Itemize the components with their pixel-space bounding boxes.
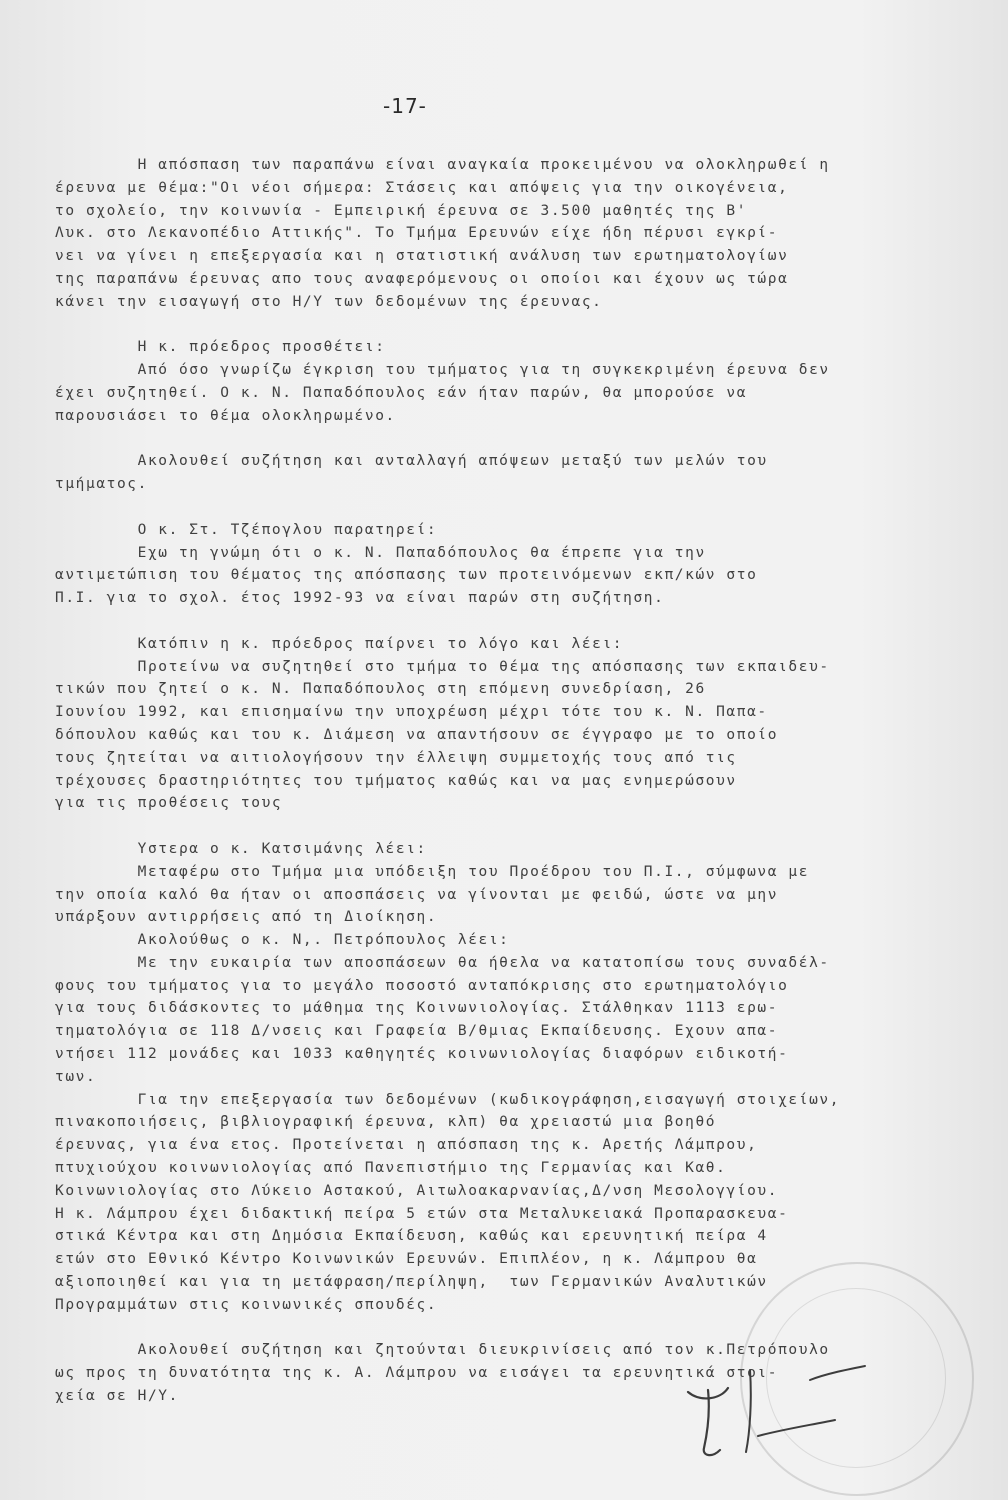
text-line: για τις προθέσεις τους xyxy=(55,795,283,812)
text-line: Προγραμμάτων στις κοινωνικές σπουδές. xyxy=(55,1296,438,1313)
text-line: Υστερα ο κ. Κατσιμάνης λέει: xyxy=(55,840,427,857)
text-line: Εχω τη γνώμη ότι ο κ. Ν. Παπαδόπουλος θα έπρεπε για την xyxy=(55,544,706,561)
text-line: τικών που ζητεί ο κ. Ν. Παπαδόπουλος στη επόμενη συνεδρίαση, 26 xyxy=(55,681,706,698)
text-line: Η κ. Λάμπρου έχει διδακτική πείρα 5 ετών στα Μεταλυκειακά Προπαρασκευα- xyxy=(55,1205,789,1222)
paragraph-gap xyxy=(55,610,1000,633)
text-line: έρευνας, για ένα ετος. Προτείνεται η απόσπαση της κ. Αρετής Λάμπρου, xyxy=(55,1137,758,1154)
text-line: για τους διδάσκοντες το μάθημα της Κοινωνιολογίας. Στάλθηκαν 1113 ερω- xyxy=(55,1000,779,1017)
text-line: Ακολουθεί συζήτηση και ανταλλαγή απόψεων μεταξύ των μελών του xyxy=(55,453,768,470)
text-line: κάνει την εισαγωγή στο Η/Υ των δεδομένων της έρευνας. xyxy=(55,293,603,310)
text-line: Π.Ι. για το σχολ. έτος 1992-93 να είναι παρών στη συζήτηση. xyxy=(55,590,665,607)
document-body xyxy=(55,154,1000,1408)
text-line: νει να γίνει η επεξεργασία και η στατιστική ανάλυση των ερωτηματολογίων xyxy=(55,248,789,265)
text-line: δόπουλου καθώς και του κ. Διάμεση να απαντήσουν σε έγγραφο με το οποίο xyxy=(55,726,779,743)
handwritten-signature xyxy=(660,1340,880,1470)
text-line: τρέχουσες δραστηριότητες του τμήματος καθώς και να μας ενημερώσουν xyxy=(55,772,737,789)
text-line: Λυκ. στο Λεκανοπέδιο Αττικής". Το Τμήμα Ερευνών είχε ήδη πέρυσι εγκρί- xyxy=(55,225,779,242)
text-line: αξιοποιηθεί και για τη μετάφραση/περίληψη, των Γερμανικών Αναλυτικών xyxy=(55,1274,768,1291)
text-line: τους ζητείται να αιτιολογήσουν την έλλειψη συμμετοχής τους από τις xyxy=(55,749,737,766)
text-line: ετών στο Εθνικό Κέντρο Κοινωνικών Ερευνών. Επιπλέον, η κ. Λάμπρου θα xyxy=(55,1251,758,1268)
text-line: Με την ευκαιρία των αποσπάσεων θα ήθελα να κατατοπίσω τους συναδέλ- xyxy=(55,954,830,971)
text-line: των. xyxy=(55,1068,97,1085)
text-line: της παραπάνω έρευνας απο τους αναφερόμενους οι οποίοι και έχουν ως τώρα xyxy=(55,270,789,287)
paragraph-gap xyxy=(55,314,1000,337)
text-line: το σχολείο, την κοινωνία - Εμπειρική έρευνα σε 3.500 μαθητές της Β' xyxy=(55,202,748,219)
text-line: πτυχιούχου κοινωνιολογίας από Πανεπιστήμιο της Γερμανίας και Καθ. xyxy=(55,1160,727,1177)
text-line: Κατόπιν η κ. πρόεδρος παίρνει το λόγο και λέει: xyxy=(55,635,624,652)
text-line: ως προς τη δυνατότητα της κ. Α. Λάμπρου να εισάγει τα ερευνητικά στοι- xyxy=(55,1365,779,1382)
text-line: πινακοποιήσεις, βιβλιογραφική έρευνα, κλπ) θα χρειαστώ μια βοηθό xyxy=(55,1114,717,1131)
text-line: Κοινωνιολογίας στο Λύκειο Αστακού, Αιτωλοακαρνανίας,Δ/νση Μεσολογγίου. xyxy=(55,1182,779,1199)
text-line: φους του τμήματος για το μεγάλο ποσοστό ανταπόκρισης στο ερωτηματολόγιο xyxy=(55,977,789,994)
paragraph-gap xyxy=(55,428,1000,451)
text-line: Ιουνίου 1992, και επισημαίνω την υποχρέωση μέχρι τότε του κ. Ν. Παπα- xyxy=(55,704,768,721)
text-line: έρευνα με θέμα:"Οι νέοι σήμερα: Στάσεις και απόψεις για την οικογένεια, xyxy=(55,179,789,196)
text-line: ντήσει 112 μονάδες και 1033 καθηγητές κοινωνιολογίας διαφόρων ειδικοτή- xyxy=(55,1046,789,1063)
paragraph-gap xyxy=(55,496,1000,519)
text-line: Για την επεξεργασία των δεδομένων (κωδικογράφηση,εισαγωγή στοιχείων, xyxy=(55,1091,841,1108)
text-line: την οποία καλό θα ήταν οι αποσπάσεις να γίνονται με φειδώ, ώστε να μην xyxy=(55,886,779,903)
text-line: Ακολούθως ο κ. Ν,. Πετρόπουλος λέει: xyxy=(55,932,510,949)
text-line: Μεταφέρω στο Τμήμα μια υπόδειξη του Προέδρου του Π.Ι., σύμφωνα με xyxy=(55,863,810,880)
text-line: τμήματος. xyxy=(55,476,148,493)
text-line: τηματολόγια σε 118 Δ/νσεις και Γραφεία Β/θμιας Εκπαίδευσης. Εχουν απα- xyxy=(55,1023,779,1040)
text-line: Ο κ. Στ. Τζέπογλου παρατηρεί: xyxy=(55,521,438,538)
page-number: -17- xyxy=(383,94,427,118)
text-line: Η απόσπαση των παραπάνω είναι αναγκαία προκειμένου να ολοκληρωθεί η xyxy=(55,157,830,173)
text-line: χεία σε Η/Υ. xyxy=(55,1388,179,1405)
text-line: Η κ. πρόεδρος προσθέτει: xyxy=(55,339,386,356)
text-line: Ακολουθεί συζήτηση και ζητούνται διευκρινίσεις από τον κ.Πετρόπουλο xyxy=(55,1342,830,1359)
text-line: αντιμετώπιση του θέματος της απόσπασης των προτεινόμενων εκπ/κών στο xyxy=(55,567,758,584)
text-line: υπάρξουν αντιρρήσεις από τη Διοίκηση. xyxy=(55,909,438,926)
text-line: Προτείνω να συζητηθεί στο τμήμα το θέμα της απόσπασης των εκπαιδευ- xyxy=(55,658,830,675)
text-line: παρουσιάσει το θέμα ολοκληρωμένο. xyxy=(55,407,396,424)
text-line: Από όσο γνωρίζω έγκριση του τμήματος για τη συγκεκριμένη έρευνα δεν xyxy=(55,362,830,379)
text-line: έχει συζητηθεί. Ο κ. Ν. Παπαδόπουλος εάν ήταν παρών, θα μπορούσε να xyxy=(55,384,748,401)
paragraph-gap xyxy=(55,815,1000,838)
text-line: στικά Κέντρα και στη Δημόσια Εκπαίδευση, καθώς και ερευνητική πείρα 4 xyxy=(55,1228,768,1245)
